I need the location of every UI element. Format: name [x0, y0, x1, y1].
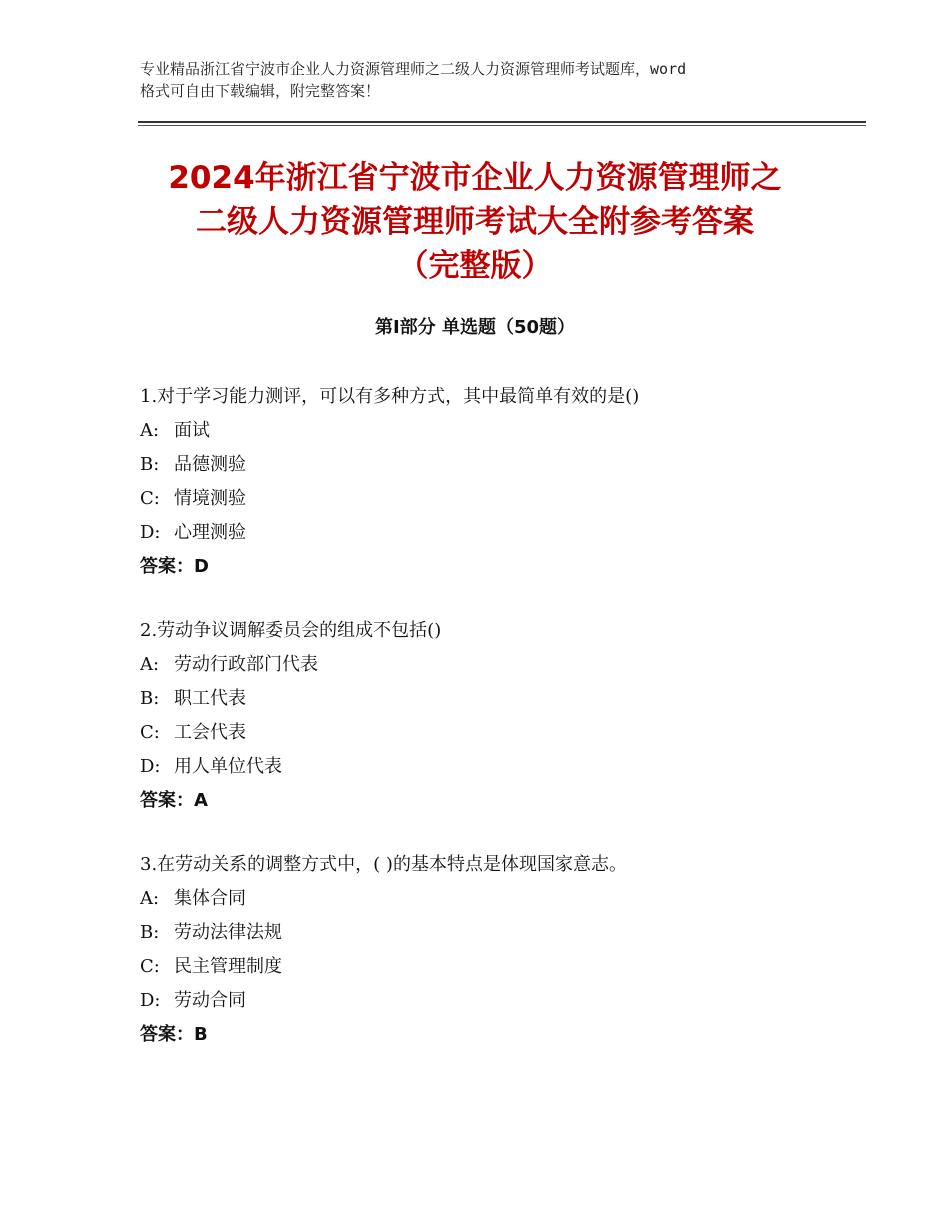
option-key: D:: [140, 756, 161, 777]
question-stem: 2.劳动争议调解委员会的组成不包括(): [140, 620, 442, 641]
header-note-line-2: 格式可自由下载编辑，附完整答案！: [140, 82, 381, 100]
option-key: A:: [140, 654, 160, 675]
option-key: C:: [140, 488, 160, 509]
option-key: B:: [140, 454, 160, 475]
option-c: [140, 482, 840, 516]
option-text: 劳动合同: [174, 990, 246, 1011]
option-text: 用人单位代表: [174, 756, 282, 777]
header-divider-thin: [138, 125, 866, 126]
option-b: [140, 916, 840, 950]
option-key: B:: [140, 922, 160, 943]
document-title-line-3: （完整版）: [397, 248, 553, 284]
option-key: A:: [140, 888, 160, 909]
option-text: 集体合同: [174, 888, 246, 909]
question-item: [140, 380, 840, 584]
question-item: [140, 614, 840, 818]
document-title-line-1: 2024年浙江省宁波市企业人力资源管理师之: [168, 160, 782, 196]
question-list: [140, 380, 840, 1082]
question-stem: 1.对于学习能力测评，可以有多种方式，其中最简单有效的是(): [140, 386, 640, 407]
option-key: B:: [140, 688, 160, 709]
question-item: [140, 848, 840, 1052]
option-key: C:: [140, 722, 160, 743]
option-key: A:: [140, 420, 160, 441]
option-a: [140, 882, 840, 916]
option-key: C:: [140, 956, 160, 977]
option-d: [140, 516, 840, 550]
option-text: 劳动行政部门代表: [174, 654, 318, 675]
option-b: [140, 682, 840, 716]
option-text: 品德测验: [174, 454, 246, 475]
section-title: 第Ⅰ部分 单选题（50题）: [374, 317, 575, 338]
option-text: 民主管理制度: [174, 956, 282, 977]
option-c: [140, 950, 840, 984]
option-d: [140, 750, 840, 784]
header-note-line-1: 专业精品浙江省宁波市企业人力资源管理师之二级人力资源管理师考试题库，word: [140, 60, 687, 78]
option-a: [140, 648, 840, 682]
option-text: 工会代表: [174, 722, 246, 743]
header-note: [140, 58, 830, 102]
header-divider-thick: [138, 121, 866, 123]
option-b: [140, 448, 840, 482]
option-d: [140, 984, 840, 1018]
answer-line: 答案：A: [140, 790, 208, 811]
document-title-line-2: 二级人力资源管理师考试大全附参考答案: [196, 204, 754, 240]
document-title: [100, 156, 850, 288]
option-text: 劳动法律法规: [174, 922, 282, 943]
option-key: D:: [140, 522, 161, 543]
option-a: [140, 414, 840, 448]
option-text: 情境测验: [174, 488, 246, 509]
option-text: 职工代表: [174, 688, 246, 709]
option-text: 面试: [174, 420, 210, 441]
answer-line: 答案：B: [140, 1024, 208, 1045]
question-stem: 3.在劳动关系的调整方式中，( )的基本特点是体现国家意志。: [140, 854, 627, 875]
answer-line: 答案：D: [140, 556, 209, 577]
option-text: 心理测验: [174, 522, 246, 543]
option-key: D:: [140, 990, 161, 1011]
option-c: [140, 716, 840, 750]
